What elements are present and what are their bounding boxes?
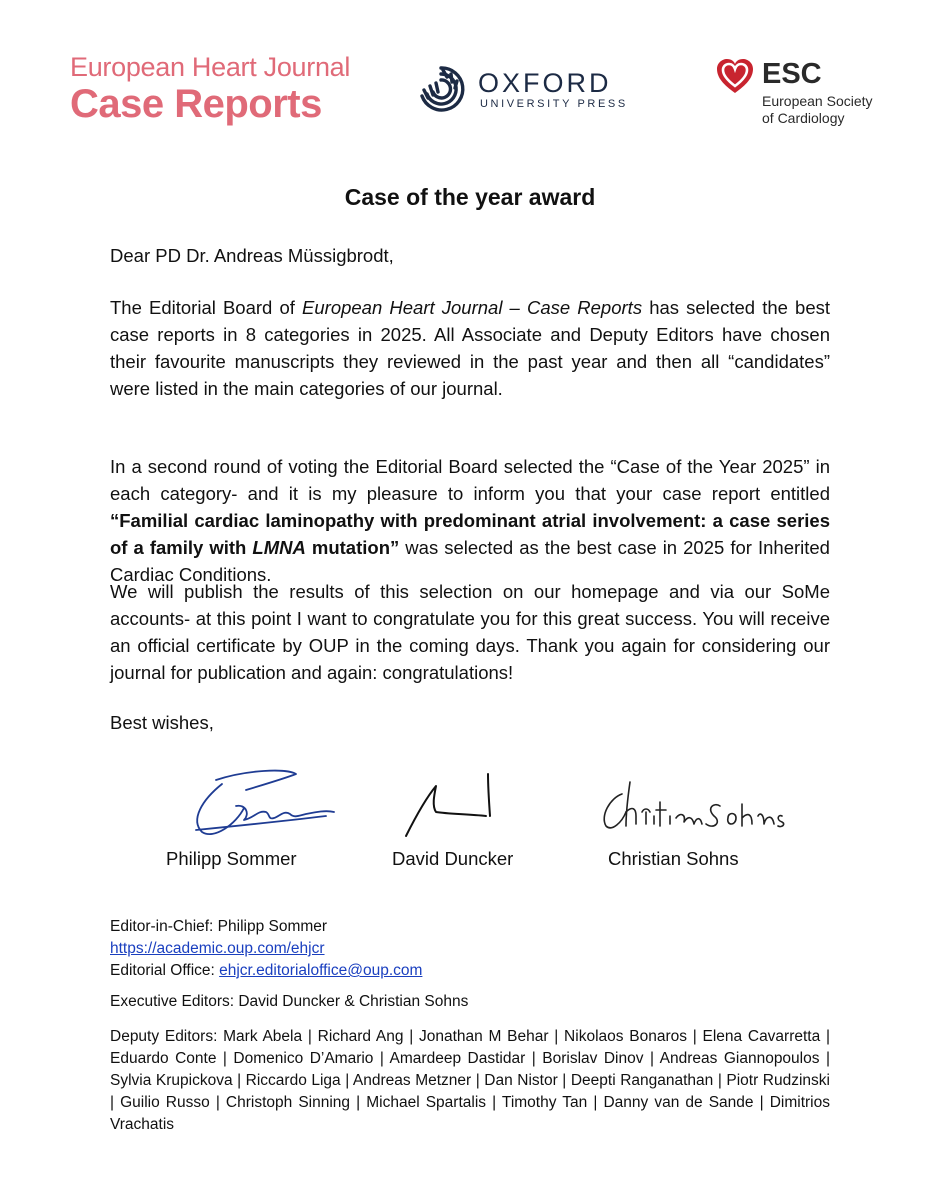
paragraph-award-rest: was selected as the best case in 2025 for Inherited Cardiac Conditions. [110,537,830,585]
signature-philipp-sommer [166,760,346,869]
esc-heart-icon [714,56,756,96]
publisher-name: OXFORD [478,68,612,98]
oxford-swirl-icon [416,64,466,114]
handwritten-signature-1 [176,760,346,842]
closing: Best wishes, [110,712,214,733]
paragraph-selection-rest: has selected the best case reports in 8 categories in 2025. All Associate and Deputy Editors have chosen their favourite manuscripts they reviewed in the past year and then all “candidates” were listed in the main categories of our journal. [110,297,831,399]
editorial-office-label: Editorial Office: [110,962,220,979]
paragraph-publication: We will publish the results of this selection on our homepage and via our SoMe accounts- at this point I want to congratulate you for this great success. You will receive an official certificate by OUP in the coming days. Thank you again for considering our journal for publication and again: congratulations! [110,581,830,683]
signatory-3-name: Christian Sohns [608,848,739,869]
journal-url-link[interactable]: https://academic.oup.com/ehjcr [110,940,325,957]
paragraph-selection [110,294,830,402]
journal-logo-line1: European Heart Journal [70,52,351,82]
paragraph-award [110,453,830,588]
journal-logo [70,52,370,126]
editorial-office-email-link[interactable]: ehjcr.editorialoffice@oup.com [219,962,423,979]
journal-logo-line2: Case Reports [70,82,322,126]
handwritten-signature-2 [398,764,508,844]
publisher-subtitle: UNIVERSITY PRESS [480,98,628,110]
signatory-2-name: David Duncker [392,848,514,869]
salutation: Dear PD Dr. Andreas Müssigbrodt, [110,245,394,266]
society-name-line2: of Cardiology [762,110,845,126]
society-abbreviation: ESC [762,58,822,90]
editorial-office [110,960,830,982]
gene-name: LMNA [252,537,306,558]
signatory-1-name: Philipp Sommer [166,848,297,869]
deputy-editors: Deputy Editors: Mark Abela | Richard Ang | Jonathan M Behar | Nikolaos Bonaros | Elena Cavarretta | Eduardo Conte | Domenico D’Amario | Amardeep Dastidar | Borislav Dinov | Andreas Giannopoulos | Sylvia Krupickova | Riccardo Liga | Andreas Metzner | Dan Nistor | Deepti Ranganathan | Piotr Rudzinski | Guilio Russo | Christoph Sinning | Michael Spartalis | Timothy Tan | Danny van de Sande | Dimitrios Vrachatis [110,1028,830,1133]
journal-name: European Heart Journal – Case Reports [302,297,643,318]
executive-editors: Executive Editors: David Duncker & Christian Sohns [110,993,469,1010]
society-logo [714,54,884,128]
letter-title: Case of the year award [344,184,596,210]
paragraph-award-intro: In a second round of voting the Editorial Board selected the “Case of the Year 2025” in each category- and it is my pleasure to inform you that your case report entitled [110,456,830,504]
case-report-title-part2: mutation” [305,537,400,558]
signature-david-duncker [392,764,514,869]
publisher-logo [416,64,646,116]
handwritten-signature-3 [596,772,796,842]
society-name-line1: European Society [762,93,873,109]
case-report-title-part1: “Familial cardiac laminopathy with predominant atrial involvement: a case series of a family with [110,510,830,558]
signature-christian-sohns [596,772,796,869]
editor-in-chief: Editor-in-Chief: Philipp Sommer [110,918,328,935]
paragraph-selection-intro: The Editorial Board of [110,297,303,318]
